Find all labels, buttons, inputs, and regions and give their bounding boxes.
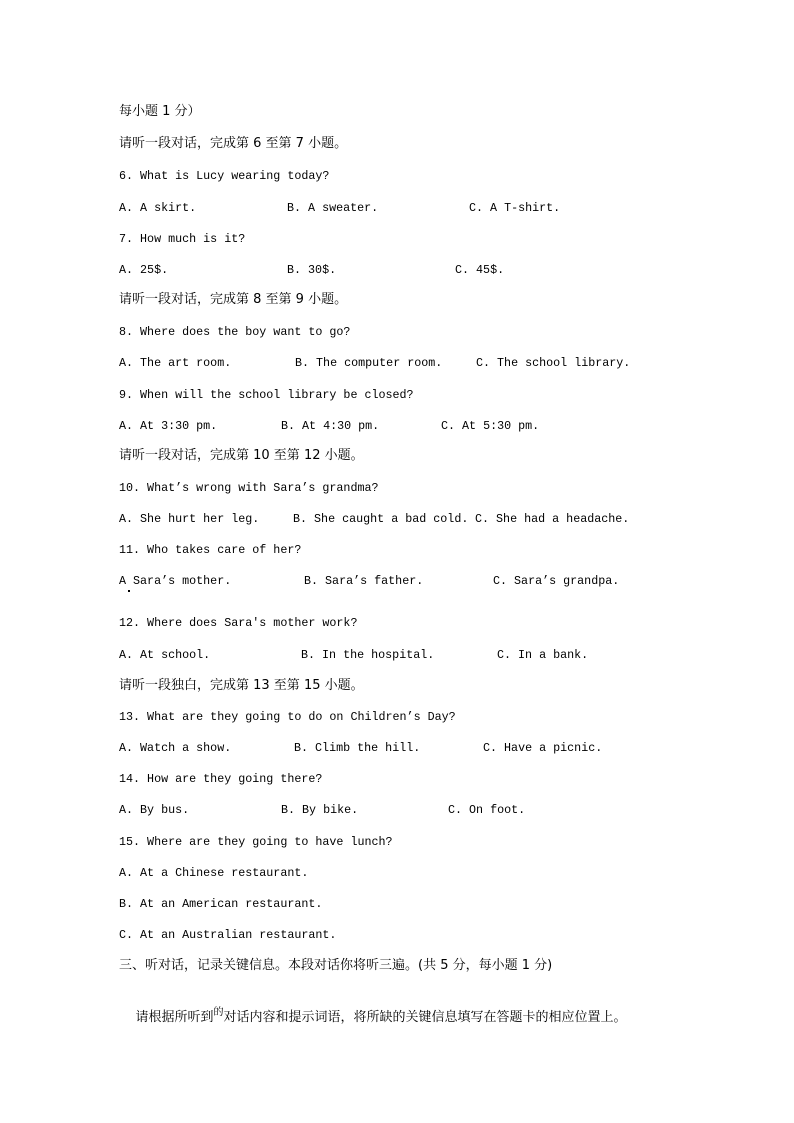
- option-a: A. By bus.: [119, 803, 190, 817]
- section-heading: 请听一段对话，完成第 8 至第 9 小题。: [119, 292, 348, 307]
- option-a: A. The art room.: [119, 356, 232, 370]
- option-b: B. 30$.: [287, 263, 337, 277]
- option-b: B. At 4:30 pm.: [281, 419, 380, 433]
- instruction-line: [119, 989, 627, 1042]
- option-c: C. Sara’s grandpa.: [493, 574, 620, 588]
- option-b: B. A sweater.: [287, 201, 379, 215]
- option-a: A. At school.: [119, 648, 211, 662]
- section-heading: 每小题 1 分）: [119, 104, 201, 119]
- option-c: C. A T-shirt.: [469, 201, 561, 215]
- option-c: C. The school library.: [476, 356, 631, 370]
- option-b: B. Sara’s father.: [304, 574, 424, 588]
- instruction-part: 请根据所听到: [135, 1010, 214, 1025]
- section-heading: 三、听对话，记录关键信息。本段对话你将听三遍。(共 5 分，每小题 1 分): [119, 958, 553, 973]
- section-heading: 请听一段独白，完成第 13 至第 15 小题。: [119, 678, 364, 693]
- question-text: 6. What is Lucy wearing today?: [119, 169, 330, 183]
- option-c: C. Have a picnic.: [483, 741, 603, 755]
- option-a: A. Watch a show.: [119, 741, 232, 755]
- option-b: B. She caught a bad cold.: [293, 512, 469, 526]
- option-b: B. By bike.: [281, 803, 359, 817]
- option-b: B. Climb the hill.: [294, 741, 421, 755]
- option-c: C. On foot.: [448, 803, 526, 817]
- question-text: 8. Where does the boy want to go?: [119, 325, 351, 339]
- option-a: A. A skirt.: [119, 201, 197, 215]
- instruction-part: 对话内容和提示词语，将所缺的关键信息填写在答题卡的相应位置上。: [223, 1010, 627, 1025]
- question-text: 13. What are they going to do on Children’s Day?: [119, 710, 456, 724]
- option-c: C. In a bank.: [497, 648, 589, 662]
- question-text: 11. Who takes care of her?: [119, 543, 302, 557]
- instruction-sup: 的: [213, 1007, 224, 1018]
- option-c: C. She had a headache.: [475, 512, 630, 526]
- question-text: 7. How much is it?: [119, 232, 246, 246]
- option-a: A. She hurt her leg.: [119, 512, 260, 526]
- question-text: 14. How are they going there?: [119, 772, 323, 786]
- question-text: 15. Where are they going to have lunch?: [119, 835, 393, 849]
- question-text: 12. Where does Sara's mother work?: [119, 616, 358, 630]
- option-b: B. In the hospital.: [301, 648, 435, 662]
- question-text: B. At an American restaurant.: [119, 897, 323, 911]
- option-b: B. The computer room.: [295, 356, 443, 370]
- option-c: C. 45$.: [455, 263, 505, 277]
- section-heading: 请听一段对话，完成第 6 至第 7 小题。: [119, 136, 348, 151]
- option-c: C. At 5:30 pm.: [441, 419, 540, 433]
- section-heading: 请听一段对话，完成第 10 至第 12 小题。: [119, 448, 364, 463]
- stray-dot: [128, 590, 130, 592]
- question-text: 10. What’s wrong with Sara’s grandma?: [119, 481, 379, 495]
- option-a: A. At 3:30 pm.: [119, 419, 218, 433]
- option-a: A Sara’s mother.: [119, 574, 232, 588]
- question-text: 9. When will the school library be closed?: [119, 388, 414, 402]
- question-text: C. At an Australian restaurant.: [119, 928, 337, 942]
- option-a: A. 25$.: [119, 263, 169, 277]
- question-text: A. At a Chinese restaurant.: [119, 866, 309, 880]
